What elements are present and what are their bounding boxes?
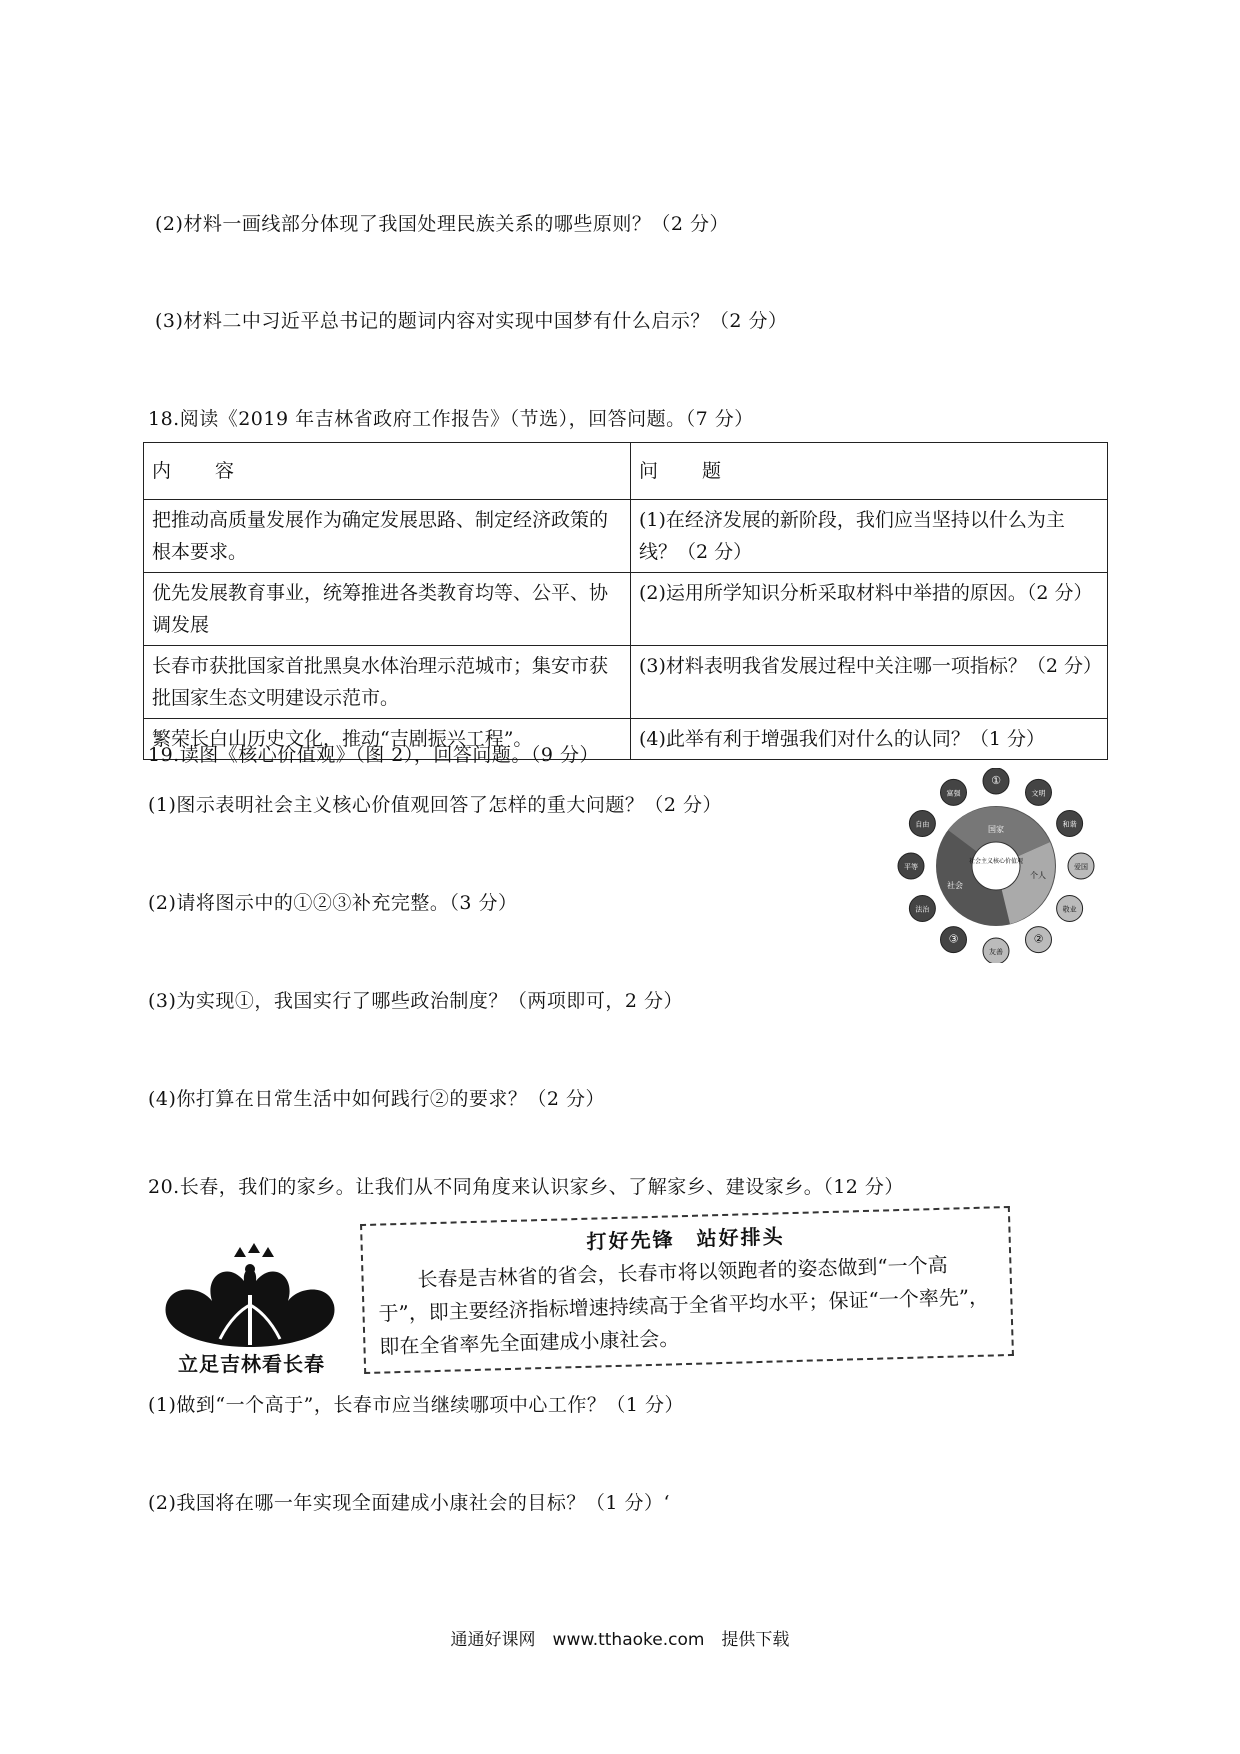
q17-part3: (3)材料二中习近平总书记的题词内容对实现中国梦有什么启示？（2 分）	[155, 310, 788, 332]
value-node-label: 和谐	[1062, 820, 1077, 829]
sector-right-label: 个人	[1030, 871, 1046, 880]
page-footer: 通通好课网 www.tthaoke.com 提供下载	[450, 1630, 790, 1650]
value-node-label: 富强	[946, 789, 961, 798]
q19-part1: (1)图示表明社会主义核心价值观回答了怎样的重大问题？（2 分）	[148, 794, 723, 816]
row-content: 繁荣长白山历史文化，推动“吉剧振兴工程”。	[144, 719, 631, 760]
q19-part4: (4)你打算在日常生活中如何践行②的要求？（2 分）	[148, 1088, 606, 1110]
q20-stem: 20.长春，我们的家乡。让我们从不同角度来认识家乡、了解家乡、建设家乡。（12 分）	[148, 1176, 904, 1198]
q18-table	[143, 442, 1108, 760]
header-question: 问 题	[631, 443, 1108, 500]
q19-stem: 19.读图《核心价值观》（图 2），回答问题。（9 分）	[148, 744, 599, 766]
q20-banner	[150, 1215, 1020, 1380]
q19-part2: (2)请将图示中的①②③补充完整。（3 分）	[148, 892, 518, 914]
value-node-label: 文明	[1031, 789, 1046, 798]
row-question: (4)此举有利于增强我们对什么的认同？（1 分）	[631, 719, 1108, 760]
value-node-label: 自由	[915, 820, 930, 829]
q18-stem: 18.阅读《2019 年吉林省政府工作报告》（节选），回答问题。（7 分）	[148, 408, 754, 430]
header-content: 内 容	[144, 443, 631, 500]
notice-box	[360, 1206, 1014, 1374]
row-content: 长春市获批国家首批黑臭水体治理示范城市；集安市获批国家生态文明建设示范市。	[144, 646, 631, 719]
center-label: 社会主义核心价值观	[968, 858, 1024, 865]
sector-left-label: 社会	[947, 881, 963, 890]
core-values-diagram	[893, 768, 1098, 963]
q19-part3: (3)为实现①，我国实行了哪些政治制度？（两项即可，2 分）	[148, 990, 684, 1012]
value-node-label: 法治	[915, 905, 930, 914]
value-node-label: 平等	[904, 863, 918, 871]
sector-top-label: 国家	[988, 825, 1004, 834]
notice-body: 长春是吉林省的省会，长春市将以领跑者的姿态做到“一个高于”，即主要经济指标增速持续高于全省平均水平；保证“一个率先”，即在全省率先全面建成小康社会。	[378, 1252, 990, 1359]
q20-part1: (1)做到“一个高于”，长春市应当继续哪项中心工作？（1 分）	[148, 1394, 684, 1416]
row-content: 把推动高质量发展作为确定发展思路、制定经济政策的根本要求。	[144, 500, 631, 573]
value-node-label: 友善	[989, 948, 1003, 956]
row-content: 优先发展教育事业，统筹推进各类教育均等、公平、协调发展	[144, 573, 631, 646]
flower-logo-icon	[150, 1235, 350, 1365]
value-node-label: ①	[991, 774, 1001, 787]
value-node-label: 爱国	[1074, 863, 1088, 871]
value-node-label: 敬业	[1062, 905, 1077, 914]
notice-title: 打好先锋 站好排头	[586, 1224, 785, 1254]
row-question: (2)运用所学知识分析采取材料中举措的原因。（2 分）	[631, 573, 1108, 646]
value-node-label: ③	[948, 932, 959, 946]
row-question: (1)在经济发展的新阶段，我们应当坚持以什么为主线？（2 分）	[631, 500, 1108, 573]
q17-part2: (2)材料一画线部分体现了我国处理民族关系的哪些原则？（2 分）	[155, 213, 730, 235]
center-circle	[972, 842, 1020, 890]
table-header-row	[144, 443, 1108, 500]
table-row	[144, 573, 1108, 646]
logo-caption: 立足吉林看长春	[178, 1352, 325, 1376]
table-row	[144, 500, 1108, 573]
q20-part2: (2)我国将在哪一年实现全面建成小康社会的目标？（1 分）‘	[148, 1492, 671, 1514]
row-question: (3)材料表明我省发展过程中关注哪一项指标？（2 分）	[631, 646, 1108, 719]
table-row	[144, 646, 1108, 719]
value-node-label: ②	[1033, 932, 1044, 946]
